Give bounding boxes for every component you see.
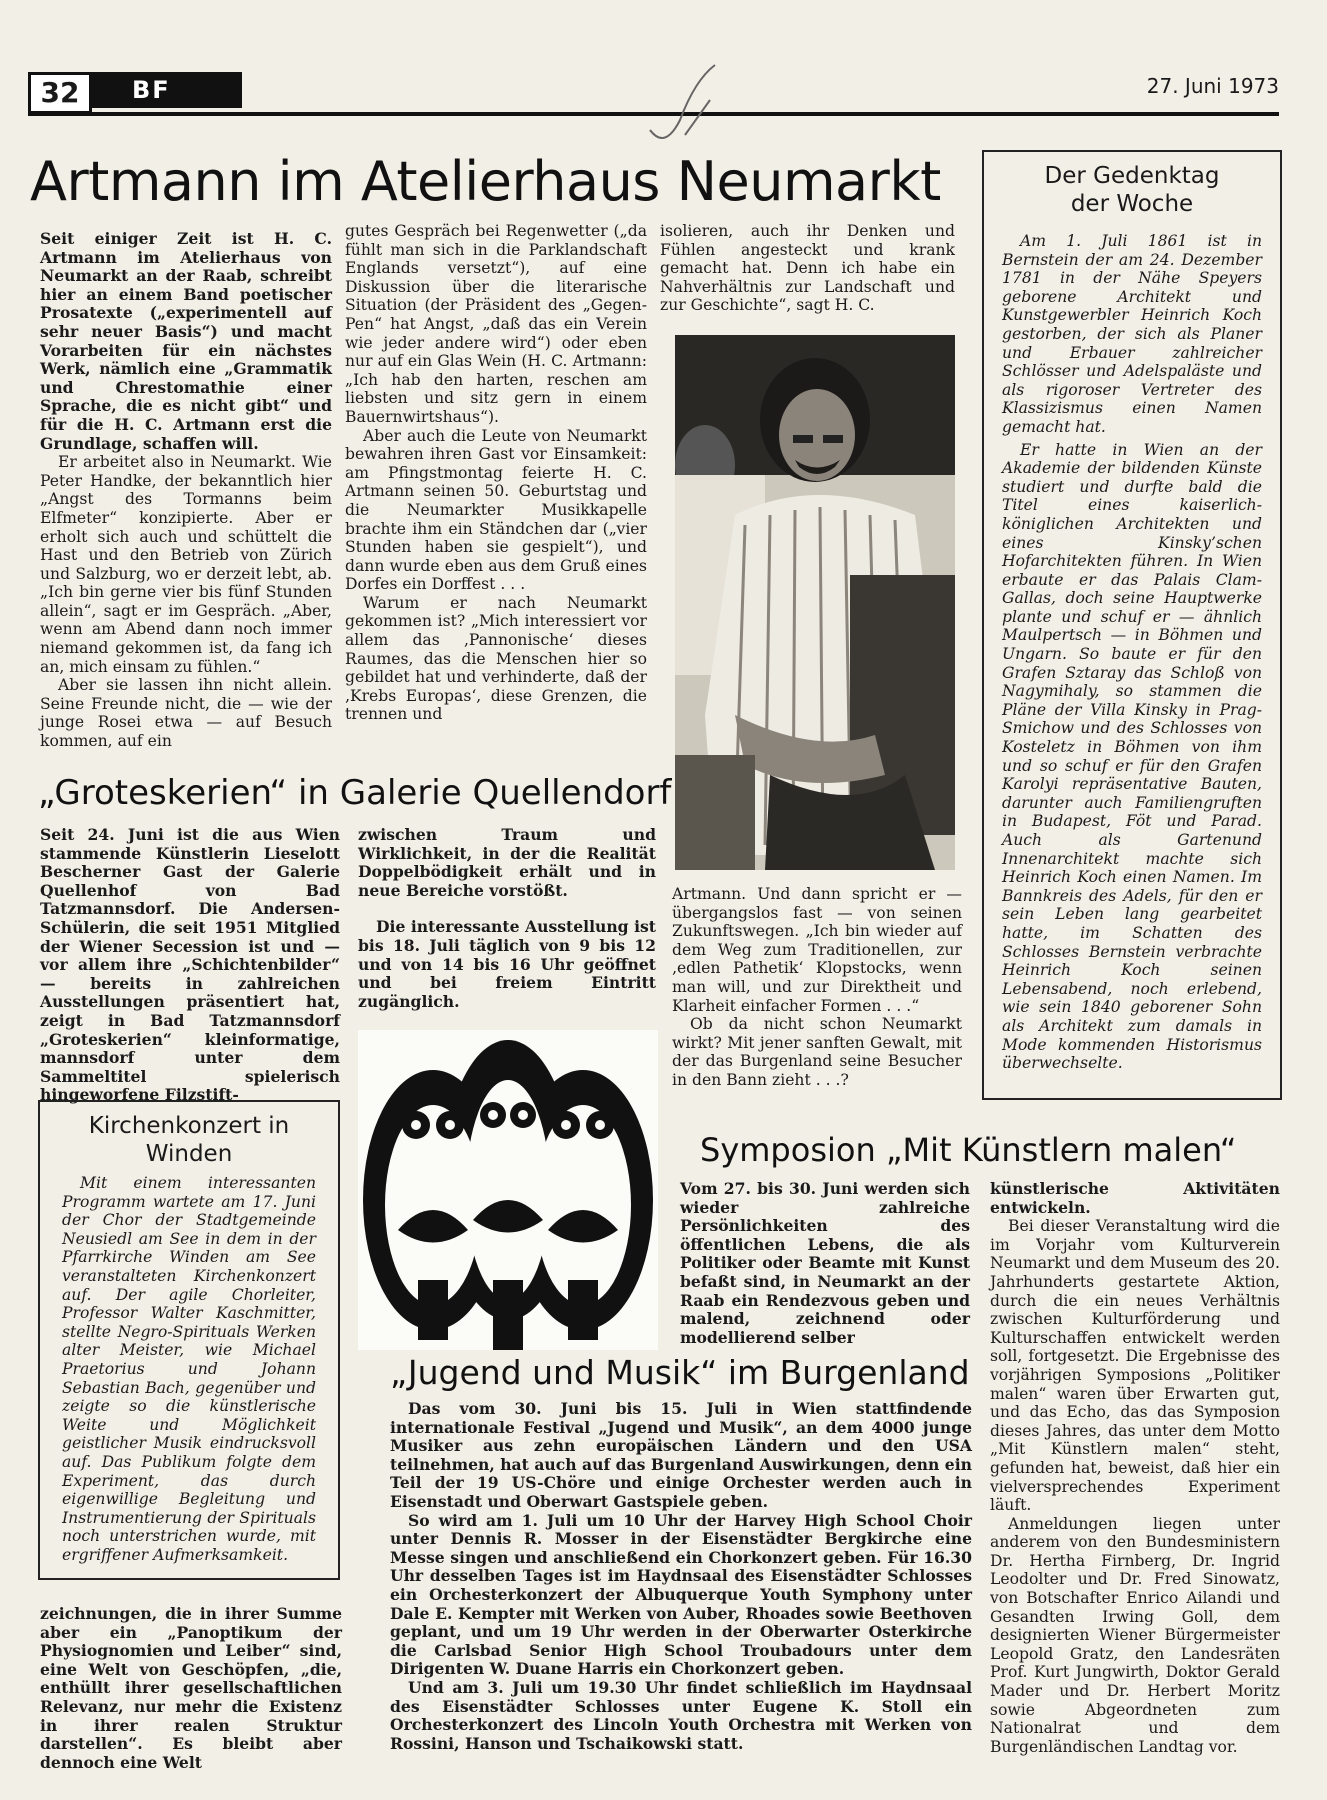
artmann-paragraph: Er arbeitet also in Neumarkt. Wie Peter Handke, der bekanntlich hier „Angst des Tormanns beim Elfmeter“ konzipierte. Aber er erholt sich auch und schüttelt die Hast und den Betrieb von Zürich und Salzburg, wo er derzeit lebt, ab. „Ich bin gerne vier bis fünf Stunden allein“, sagt er im Gespräch. „Aber, wenn am Abend dann noch immer niemand gekommen ist, da fang ich an, mich einsam zu fühlen.“	[40, 453, 332, 676]
page-number: 32	[28, 72, 92, 114]
gedenktag-paragraph: Am 1. Juli 1861 ist in Bernstein der am 24. Dezember 1781 in der Nähe Speyers geborene Architekt und Kunstgewerbler Heinrich Koch gestorben, der sich als Planer und Erbauer zahlreicher Schlösser und Adelspaläste und als rigoroser Vertreter des Klassizismus einen Namen gemacht hat.	[1002, 232, 1262, 436]
jugend-paragraph: So wird am 1. Juli um 10 Uhr der Harvey High School Choir unter Dennis R. Mosser in der Eisenstädter Bergkirche eine Messe singen und anschließend ein Chorkonzert geben. Für 16.30 Uhr desselben Tages ist im Haydnsaal des Eisenstädter Schlosses ein Orchesterkonzert der Albuquerque Youth Symphony unter Dale E. Kempter mit Werken von Auber, Rhoades sowie Beethoven geplant, und um 19 Uhr werden in der Oberwarter Osterkirche die Carlsbad Senior High School Troubadours unter dem Dirigenten W. Duane Harris ein Chorkonzert geben.	[390, 1510, 972, 1679]
issue-date: 27. Juni 1973	[1146, 74, 1279, 98]
symposion-headline: Symposion „Mit Künstlern malen“	[700, 1131, 1237, 1169]
symposion-paragraph: Anmeldungen liegen unter anderem von den Bundesministern Dr. Hertha Firnberg, Dr. Ingrid Leodolter und Dr. Fred Sinowatz, von Botschafter Enrico Ailandi und Gesandten Irwing Goll, dem designierten Wiener Bürgermeister Leopold Gratz, den Landesräten Prof. Kurt Jungwirth, Doktor Gerald Mader und Dr. Herbert Moritz sowie Abgeordneten zum Nationalrat und dem Burgenländischen Landtag vor.	[990, 1514, 1280, 1756]
jugend-headline: „Jugend und Musik“ im Burgenland	[390, 1353, 970, 1392]
artmann-column-1	[40, 230, 332, 751]
gedenktag-text	[1002, 232, 1262, 1073]
gedenktag-box	[982, 150, 1282, 1100]
artmann-paragraph: Ob da nicht schon Neumarkt wirkt? Mit jener sanften Gewalt, mit der das Burgenland seine Besucher in den Bann zieht . . .?	[672, 1015, 962, 1089]
kirchenkonzert-box	[38, 1100, 340, 1580]
groteskerien-paragraph: zwischen Traum und Wirklichkeit, in der die Realität Doppelbödigkeit erhält und in neue Bereiche vorstößt.	[358, 825, 656, 900]
section-label: BF	[92, 72, 242, 108]
kirchenkonzert-title-line: Winden	[145, 1141, 233, 1167]
artmann-lead: Seit einiger Zeit ist H. C. Artmann im Atelierhaus von Neumarkt an der Raab, schreibt hier an einem Band poetischer Prosatexte („experimentell auf sehr neuer Basis“) und macht Vorarbeiten für ein nächstes Werk, nämlich eine „Grammatik und Chrestomathie einer Sprache, die es nicht gibt“ und für die H. C. Artmann erst die Grundlage, schaffen will.	[40, 229, 332, 453]
groteskerien-column-2	[358, 826, 656, 1011]
handwritten-mark-icon	[640, 60, 730, 150]
kirchenkonzert-title-line: Kirchenkonzert in	[88, 1113, 290, 1139]
artmann-paragraph: Artmann. Und dann spricht er — übergangslos fast — von seinen Zukunftswegen. „Ich bin wieder auf dem Weg zum Traditionellen, zur ‚edlen Pathetik‘ Klopstocks, wenn man will, und zur Direktheit und Klarheit einfacher Formen . . .“	[672, 885, 962, 1015]
artmann-paragraph: gutes Gespräch bei Regenwetter („da fühlt man sich in die Parklandschaft Englands versetzt“), auf eine Diskussion über die literarische Situation (der Präsident des „Gegen-Pen“ hat Angst, „daß das ein Verein wie jeder andere wird“) oder eben nur auf ein Glas Wein (H. C. Artmann: „Ich hab den harten, reschen am liebsten und sitz gern in einem Bauernwirtshaus“).	[345, 222, 647, 426]
groteskerien-headline: „Groteskerien“ in Galerie Quellendorf	[38, 773, 672, 813]
gedenktag-paragraph: Er hatte in Wien an der Akademie der bildenden Künste studiert und durfte bald die Titel eines kaiserlich-königlichen Architekten und eines Kinsky’schen Hofarchitekten führen. In Wien erbaute er das Palais Clam-Gallas, doch seine Hauptwerke plante und schuf er — ähnlich Maulpertsch — in Böhmen und Ungarn. So baute er für den Grafen Sztaray das Schloß von Nagymihaly, so stammen die Pläne der Villa Kinsky in Prag-Smichow und des Schlosses von Kosteletz in Böhmen von ihm und so schuf er für den Grafen Karolyi repräsentative Bauten, darunter auch Familiengruften in Budapest, Föt und Parad. Auch als Gartenund Innenarchitekt machte sich Heinrich Koch einen Namen. Im Bannkreis des Adels, für den er sein Leben lang gearbeitet hatte, im Schatten des Schlosses Bernstein verbrachte Heinrich Koch seinen Lebensabend, noch erlebend, wie sein 1840 geborener Sohn als Architekt zum damals in Mode kommenden Historismus überwechselte.	[1002, 440, 1262, 1073]
groteskerien-column-1: Seit 24. Juni ist die aus Wien stammende Künstlerin Lieselott Bescherner Gast der Galerie Quellenhof von Bad Tatzmannsdorf. Die Andersen-Schülerin, die seit 1951 Mitglied der Wiener Secession ist und — vor allem ihre „Schichtenbilder“ — bereits in zahlreichen Ausstellungen präsentiert hat, zeigt in Bad Tatzmannsdorf „Groteskerien“ kleinformatige, mannsdorf unter dem Sammeltitel spielerisch hingeworfene Filzstift-	[40, 825, 340, 1105]
grotesque-faces-drawing	[358, 1030, 658, 1350]
jugend-paragraph: Und am 3. Juli um 19.30 Uhr findet schließlich im Haydnsaal des Eisenstädter Schlosses unter Eugene K. Stoll ein Orchesterkonzert des Lincoln Youth Orchestra mit Werken von Rossini, Hanson und Tschaikowski statt.	[390, 1677, 972, 1753]
artmann-headline: Artmann im Atelierhaus Neumarkt	[30, 150, 941, 213]
kirchenkonzert-text: Mit einem interessanten Programm wartete am 17. Juni der Chor der Stadtgemeinde Neusiedl am See in dem in der Pfarrkirche Winden am See veranstalteten Kirchenkonzert auf. Der agile Chorleiter, Professor Walter Kaschmitter, stellte Negro-Spirituals Werken alter Meister, wie Michael Praetorius und Johann Sebastian Bach, gegenüber und zeigte so die künstlerische Weite und Möglichkeit geistlicher Musik eindrucksvoll auf. Das Publikum folgte dem Experiment, das durch eigenwillige Begleitung und Instrumentierung der Spirituals noch unterstrichen wurde, mit ergriffener Aufmerksamkeit.	[62, 1174, 316, 1564]
symposion-lead: künstlerische Aktivitäten entwickeln.	[990, 1179, 1280, 1217]
groteskerien-continuation: zeichnungen, die in ihrer Summe aber ein „Panoptikum der Physiognomien und Leiber“ sind, eine Welt von Geschöpfen, „die, enthüllt ihrer gesellschaftlichen Relevanz, nur mehr die Existenz in ihrer realen Struktur darstellen“. Es bleibt aber dennoch eine Welt	[40, 1604, 342, 1772]
artmann-column-3-top	[660, 222, 955, 315]
gedenktag-title-line: Der Gedenktag	[1044, 163, 1220, 189]
jugend-paragraph: Das vom 30. Juni bis 15. Juli in Wien stattfindende internationale Festival „Jugend und Musik“, an dem 4000 junge Musiker aus zehn europäischen Ländern und den USA teilnehmen, hat auch auf das Burgenland Auswirkungen, denn ein Teil der 19 US-Chöre und einige Orchester werden auch in Eisenstadt und Oberwart Gastspiele geben.	[390, 1399, 972, 1511]
jugend-text	[390, 1400, 972, 1753]
artmann-column-3-bottom	[672, 885, 962, 1090]
symposion-column-2	[990, 1180, 1280, 1756]
gedenktag-title	[984, 162, 1280, 218]
portrait-photo	[675, 335, 955, 870]
groteskerien-paragraph: Die interessante Ausstellung ist bis 18. Juli täglich von 9 bis 12 und von 14 bis 16 Uhr geöffnet und bei freiem Eintritt zugänglich.	[358, 917, 656, 1011]
artmann-paragraph: Aber sie lassen ihn nicht allein. Seine Freunde nicht, die — wie der junge Rosei etwa — auf Besuch kommen, auf ein	[40, 676, 332, 751]
artmann-column-2	[345, 222, 647, 724]
artmann-paragraph: Aber auch die Leute von Neumarkt bewahren ihren Gast vor Einsamkeit: am Pfingstmontag feierte H. C. Artmann seinen 50. Geburtstag und die Neumarkter Musikkapelle brachte ihm ein Ständchen dar („vier Stunden haben sie gespielt“), und dann wurde eben aus dem Gruß eines Dorfes ein Dorffest . . .	[345, 426, 647, 594]
artmann-paragraph: isolieren, auch ihr Denken und Fühlen angesteckt und krank gemacht hat. Denn ich habe ein Nahverhältnis zur Landschaft und zur Geschichte“, sagt H. C.	[660, 222, 955, 315]
gedenktag-title-line: der Woche	[1070, 191, 1194, 217]
symposion-paragraph: Bei dieser Veranstaltung wird die im Vorjahr vom Kulturverein Neumarkt und dem Museum des 20. Jahrhunderts gestartete Aktion, durch die ein neues Verhältnis zwischen Kulturförderung und Kulturschaffen entwickelt werden soll, fortgesetzt. Die Ergebnisse des vorjährigen Symposions „Politiker malen“ waren über Erwarten gut, und das Echo, das das Symposion dieses Jahres, das unter dem Motto „Mit Künstlern malen“ steht, gefunden hat, beweist, daß hier ein vielversprechendes Experiment läuft.	[990, 1217, 1280, 1515]
symposion-column-1: Vom 27. bis 30. Juni werden sich wieder zahlreiche Persönlichkeiten des öffentlichen Lebens, die als Politiker oder Beamte mit Kunst befaßt sind, in Neumarkt an der Raab ein Rendezvous geben und malend, zeichnend oder modellierend selber	[680, 1179, 970, 1347]
artmann-paragraph: Warum er nach Neumarkt gekommen ist? „Mich interessiert vor allem das ‚Pannonische‘ dieses Raumes, das die Menschen hier so gebildet hat und verhinderte, daß der ‚Krebs Europas‘, diese Grenzen, die trennen und	[345, 593, 647, 724]
kirchenkonzert-title	[40, 1112, 338, 1168]
